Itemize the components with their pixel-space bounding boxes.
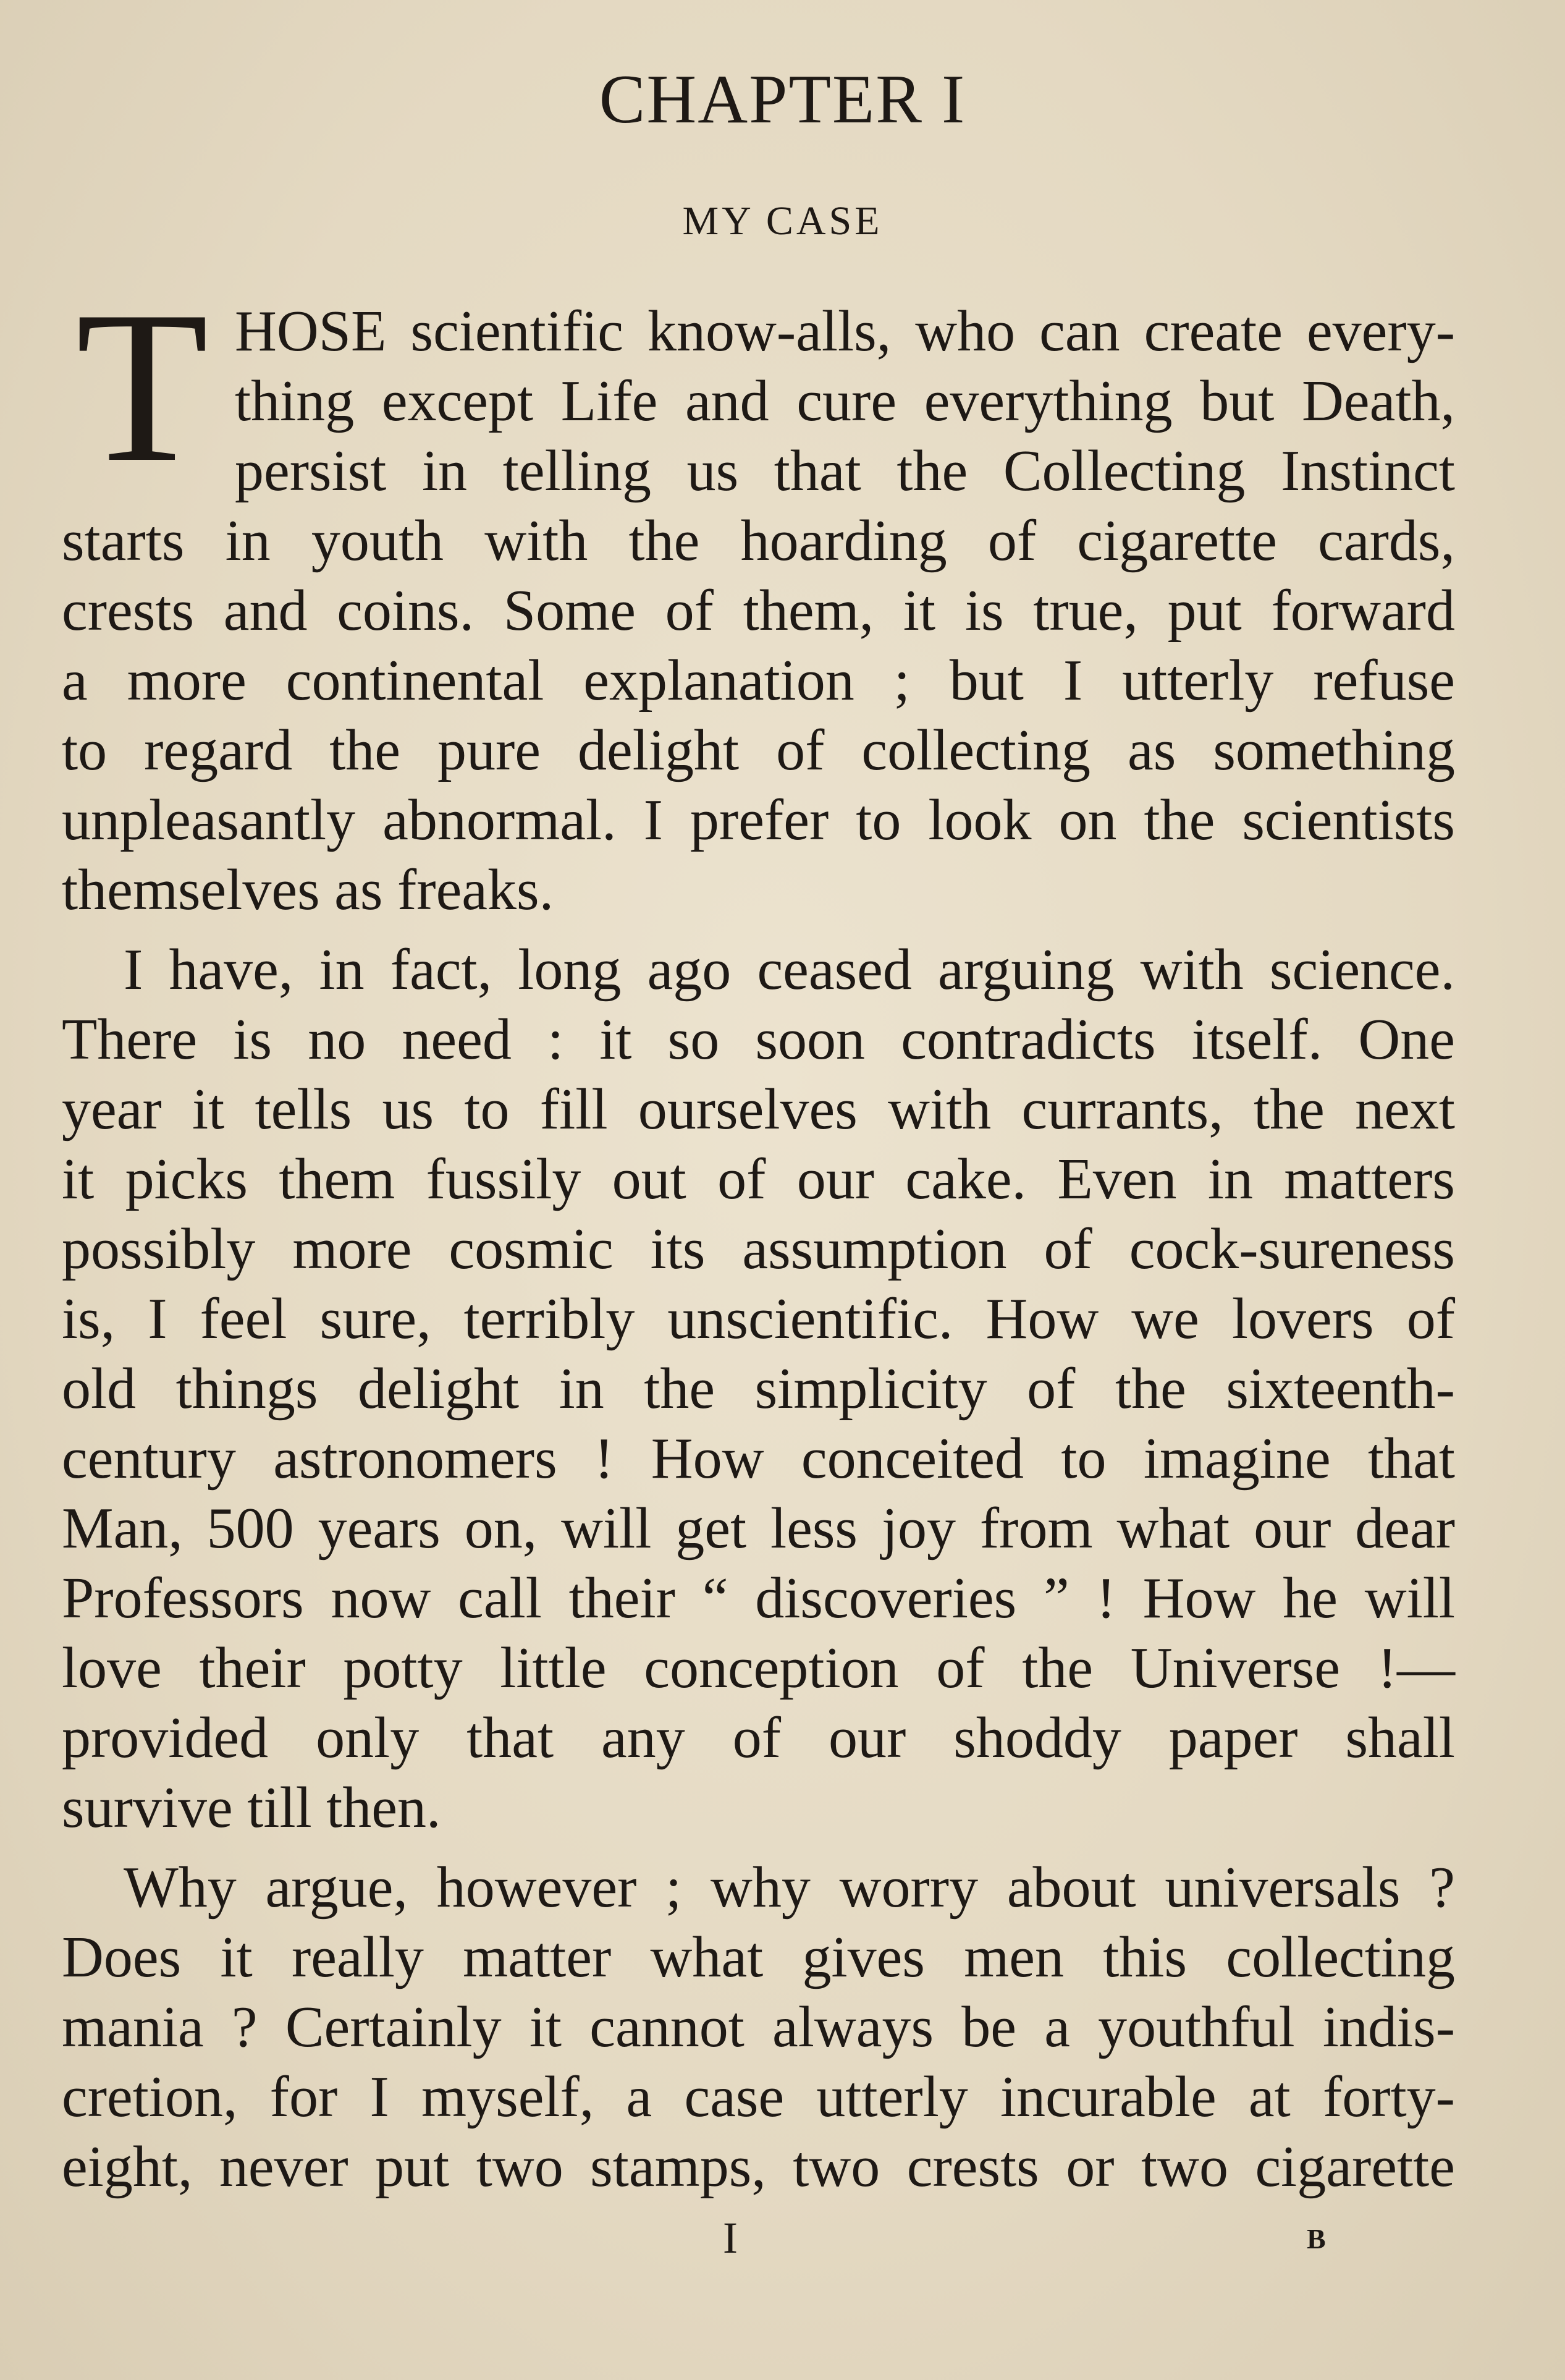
text-line: Man, 500 years on, will get less joy from what our dear: [62, 1496, 1455, 1561]
text-line: century astronomers ! How conceited to imagine that: [62, 1426, 1455, 1491]
text-line: There is no need : it so soon contradicts itself. One: [62, 1007, 1455, 1072]
text-line: old things delight in the simplicity of the sixteenth-: [62, 1357, 1455, 1421]
text-line: HOSE scientific know-alls, who can create every-: [235, 299, 1455, 363]
paragraph-gap: [62, 1843, 1455, 1853]
body-text: [62, 266, 1455, 2202]
text-line: it picks them fussily out of our cake. Even in matters: [62, 1147, 1455, 1211]
page-number: I: [723, 2213, 738, 2263]
text-line: thing except Life and cure everything but Death,: [235, 369, 1455, 433]
text-line: crests and coins. Some of them, it is true, put forward: [62, 578, 1455, 643]
text-line: survive till then.: [62, 1776, 441, 1840]
text-line: is, I feel sure, terribly unscientific. How we lovers of: [62, 1287, 1455, 1351]
chapter-title: CHAPTER I: [599, 61, 966, 138]
signature-mark: B: [1307, 2223, 1326, 2255]
text-line: cretion, for I myself, a case utterly incurable at forty-: [62, 2065, 1455, 2129]
text-line: love their potty little conception of the Universe !—: [62, 1636, 1455, 1700]
text-line: eight, never put two stamps, two crests or two cigarette: [62, 2135, 1455, 2199]
text-line: possibly more cosmic its assumption of cock-sureness: [62, 1217, 1455, 1281]
text-line: I have, in fact, long ago ceased arguing with science.: [124, 938, 1455, 1002]
text-line: persist in telling us that the Collecting Instinct: [235, 439, 1455, 503]
paragraph-gap: [62, 925, 1455, 935]
text-line: starts in youth with the hoarding of cigarette cards,: [62, 509, 1455, 573]
text-line: Why argue, however ; why worry about universals ?: [124, 1855, 1455, 1920]
chapter-subtitle: MY CASE: [682, 198, 883, 244]
text-line: provided only that any of our shoddy paper shall: [62, 1706, 1455, 1770]
text-line: year it tells us to fill ourselves with currants, the next: [62, 1077, 1455, 1141]
text-line: mania ? Certainly it cannot always be a youthful indis-: [62, 1995, 1455, 2059]
text-line: a more continental explanation ; but I utterly refuse: [62, 648, 1455, 713]
text-line: unpleasantly abnormal. I prefer to look on the scientists: [62, 788, 1455, 852]
text-line: to regard the pure delight of collecting as something: [62, 718, 1455, 782]
text-line: Professors now call their “ discoveries ” ! How he will: [62, 1566, 1455, 1630]
text-line: themselves as freaks.: [62, 858, 554, 922]
text-line: Does it really matter what gives men this collecting: [62, 1925, 1455, 1989]
drop-cap: T: [75, 266, 209, 507]
